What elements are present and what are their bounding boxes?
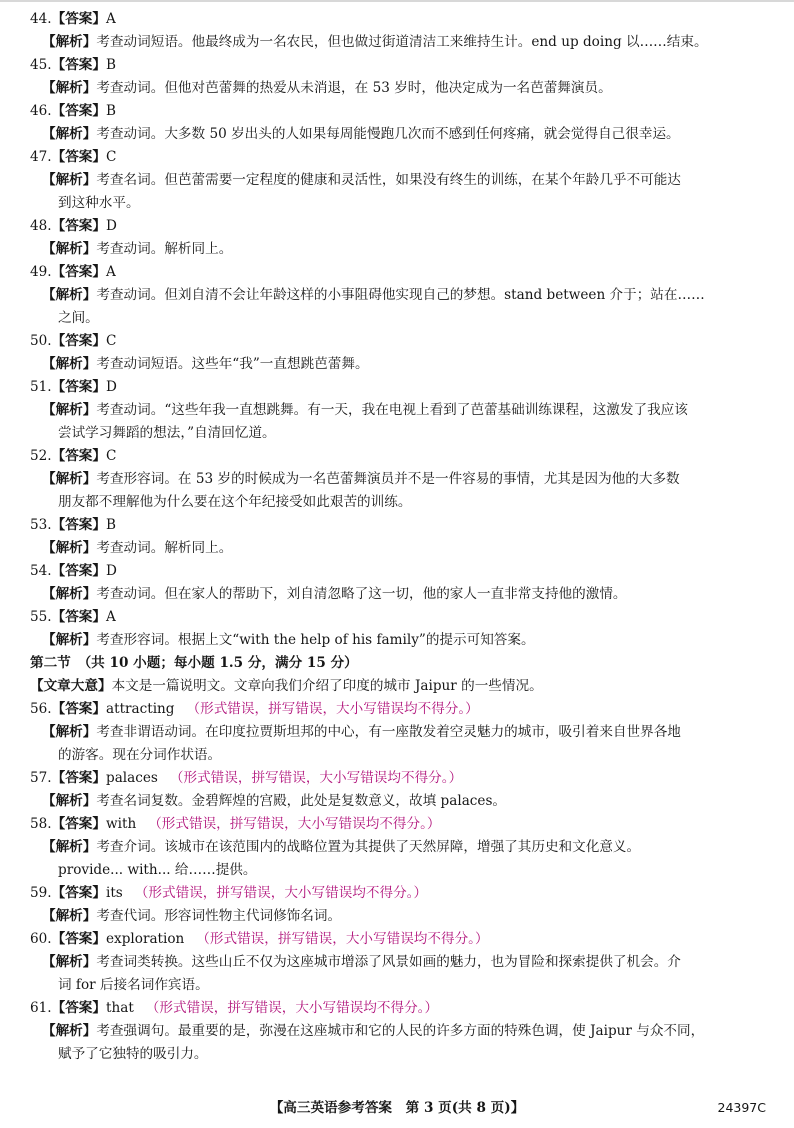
analysis-line xyxy=(0,583,794,606)
answer-line xyxy=(0,215,794,238)
answer-value: B xyxy=(106,103,116,119)
question-number: 46. xyxy=(30,103,52,119)
answer-label: 【答案】 xyxy=(51,379,106,395)
analysis-text: 词 for 后接名词作宾语。 xyxy=(58,977,209,993)
analysis-text: 考查强调句。最重要的是，弥漫在这座城市和它的人民的许多方面的特殊色调，使 Jaipur 与众不同， xyxy=(96,1023,705,1039)
answer-value: C xyxy=(106,333,117,349)
analysis-text: 考查名词复数。金碧辉煌的宫殿，此处是复数意义，故填 palaces。 xyxy=(96,793,507,809)
question-number: 47. xyxy=(30,149,52,165)
page-footer xyxy=(0,1096,794,1120)
analysis-label: 【解析】 xyxy=(42,724,97,740)
analysis-label: 【解析】 xyxy=(42,471,97,487)
analysis-text: 朋友都不理解他为什么要在这个年纪接受如此艰苦的训练。 xyxy=(58,494,412,510)
answer-label: 【答案】 xyxy=(51,931,106,947)
analysis-label: 【解析】 xyxy=(42,402,97,418)
answer-label: 【答案】 xyxy=(51,1000,106,1016)
analysis-label: 【解析】 xyxy=(42,954,97,970)
analysis-label: 【解析】 xyxy=(42,126,97,142)
question-number: 45. xyxy=(30,57,52,73)
answer-label: 【答案】 xyxy=(51,333,106,349)
answer-value: B xyxy=(106,57,116,73)
analysis-text: 考查代词。形容词性物主代词修饰名词。 xyxy=(96,908,342,924)
answer-line xyxy=(0,882,794,905)
analysis-text: 考查形容词。在 53 岁的时候成为一名芭蕾舞演员并不是一件容易的事情，尤其是因为他的大多数 xyxy=(96,471,680,487)
question-number: 57. xyxy=(30,770,52,786)
answer-line xyxy=(0,698,794,721)
section-title: 第二节 （共 10 小题；每小题 1.5 分，满分 15 分） xyxy=(30,655,358,671)
answer-value: palaces xyxy=(106,770,158,786)
analysis-text: 尝试学习舞蹈的想法，”自清回忆道。 xyxy=(58,425,276,441)
analysis-line xyxy=(0,422,794,445)
answer-value: D xyxy=(106,379,117,395)
analysis-text: 考查动词。解析同上。 xyxy=(96,540,233,556)
answer-value: that xyxy=(106,1000,134,1016)
analysis-label: 【解析】 xyxy=(42,34,97,50)
article-summary xyxy=(0,675,794,698)
answer-label: 【答案】 xyxy=(51,149,106,165)
answer-label: 【答案】 xyxy=(51,885,106,901)
answer-value: D xyxy=(106,218,117,234)
question-number: 55. xyxy=(30,609,52,625)
analysis-line xyxy=(0,77,794,100)
grading-note: （形式错误，拼写错误，大小写错误均不得分。） xyxy=(145,1000,439,1016)
analysis-text: 考查动词。“这些年我一直想跳舞。有一天，我在电视上看到了芭蕾基础训练课程，这激发了我应该 xyxy=(96,402,688,418)
answer-line xyxy=(0,560,794,583)
analysis-text: 考查形容词。根据上文“with the help of his family”的提示可知答案。 xyxy=(96,632,535,648)
answer-value: C xyxy=(106,149,117,165)
answer-label: 【答案】 xyxy=(51,57,106,73)
analysis-label: 【解析】 xyxy=(42,241,97,257)
analysis-line xyxy=(0,951,794,974)
analysis-label: 【解析】 xyxy=(42,632,97,648)
question-number: 51. xyxy=(30,379,52,395)
analysis-label: 【解析】 xyxy=(42,839,97,855)
analysis-text: 考查介词。该城市在该范围内的战略位置为其提供了天然屏障，增强了其历史和文化意义。 xyxy=(96,839,641,855)
answer-label: 【答案】 xyxy=(51,218,106,234)
analysis-text: 考查非谓语动词。在印度拉贾斯坦邦的中心，有一座散发着空灵魅力的城市，吸引着来自世界各地 xyxy=(96,724,681,740)
question-number: 56. xyxy=(30,701,52,717)
answer-key-body xyxy=(0,8,794,1066)
analysis-line xyxy=(0,353,794,376)
analysis-line xyxy=(0,537,794,560)
analysis-line xyxy=(0,1020,794,1043)
answer-label: 【答案】 xyxy=(51,448,106,464)
analysis-line xyxy=(0,169,794,192)
answer-line xyxy=(0,330,794,353)
answer-line xyxy=(0,606,794,629)
analysis-line xyxy=(0,905,794,928)
analysis-text: 赋予了它独特的吸引力。 xyxy=(58,1046,208,1062)
question-number: 49. xyxy=(30,264,52,280)
answer-label: 【答案】 xyxy=(51,264,106,280)
analysis-line xyxy=(0,307,794,330)
analysis-line xyxy=(0,468,794,491)
analysis-line xyxy=(0,974,794,997)
analysis-label: 【解析】 xyxy=(42,793,97,809)
answer-value: its xyxy=(106,885,123,901)
analysis-line xyxy=(0,31,794,54)
answer-label: 【答案】 xyxy=(51,816,106,832)
answer-value: D xyxy=(106,563,117,579)
answer-value: A xyxy=(106,11,116,27)
answer-line xyxy=(0,767,794,790)
analysis-line xyxy=(0,859,794,882)
grading-note: （形式错误，拼写错误，大小写错误均不得分。） xyxy=(148,816,441,832)
analysis-text: 考查动词。但他对芭蕾舞的热爱从未消退，在 53 岁时，他决定成为一名芭蕾舞演员。 xyxy=(96,80,612,96)
answer-label: 【答案】 xyxy=(51,103,106,119)
answer-label: 【答案】 xyxy=(51,11,106,27)
answer-line xyxy=(0,146,794,169)
question-number: 48. xyxy=(30,218,52,234)
question-number: 54. xyxy=(30,563,52,579)
answer-line xyxy=(0,100,794,123)
analysis-text: 之间。 xyxy=(58,310,99,326)
analysis-label: 【解析】 xyxy=(42,172,97,188)
grading-note: （形式错误，拼写错误，大小写错误均不得分。） xyxy=(134,885,428,901)
answer-value: with xyxy=(106,816,137,832)
top-border xyxy=(0,0,794,2)
analysis-line xyxy=(0,399,794,422)
analysis-line xyxy=(0,744,794,767)
answer-value: A xyxy=(106,264,116,280)
answer-line xyxy=(0,997,794,1020)
question-number: 58. xyxy=(30,816,52,832)
summary-label: 【文章大意】 xyxy=(30,678,112,694)
answer-line xyxy=(0,261,794,284)
question-number: 44. xyxy=(30,11,52,27)
answer-line xyxy=(0,445,794,468)
question-number: 52. xyxy=(30,448,52,464)
analysis-label: 【解析】 xyxy=(42,80,97,96)
question-number: 50. xyxy=(30,333,52,349)
answer-line xyxy=(0,8,794,31)
analysis-line xyxy=(0,123,794,146)
analysis-line xyxy=(0,790,794,813)
answer-line xyxy=(0,514,794,537)
summary-text: 本文是一篇说明文。文章向我们介绍了印度的城市 Jaipur 的一些情况。 xyxy=(111,678,543,694)
analysis-text: 考查词类转换。这些山丘不仅为这座城市增添了风景如画的魅力，也为冒险和探索提供了机会。介 xyxy=(96,954,681,970)
answer-value: exploration xyxy=(106,931,185,947)
answer-label: 【答案】 xyxy=(51,701,106,717)
analysis-line xyxy=(0,629,794,652)
analysis-text: 考查动词。但刘自清不会让年龄这样的小事阻碍他实现自己的梦想。stand between 介于；站在…… xyxy=(96,287,705,303)
analysis-line xyxy=(0,1043,794,1066)
answer-line xyxy=(0,928,794,951)
analysis-label: 【解析】 xyxy=(42,540,97,556)
analysis-text: provide... with... 给……提供。 xyxy=(58,862,257,878)
section-heading xyxy=(0,652,794,675)
analysis-text: 的游客。现在分词作状语。 xyxy=(58,747,222,763)
analysis-label: 【解析】 xyxy=(42,356,97,372)
question-number: 53. xyxy=(30,517,52,533)
analysis-label: 【解析】 xyxy=(42,586,97,602)
answer-value: attracting xyxy=(106,701,175,717)
answer-label: 【答案】 xyxy=(51,563,106,579)
answer-line xyxy=(0,54,794,77)
answer-value: B xyxy=(106,517,116,533)
analysis-label: 【解析】 xyxy=(42,287,97,303)
analysis-line xyxy=(0,284,794,307)
analysis-text: 考查动词短语。这些年“我”一直想跳芭蕾舞。 xyxy=(96,356,369,372)
analysis-line xyxy=(0,192,794,215)
grading-note: （形式错误，拼写错误，大小写错误均不得分。） xyxy=(196,931,489,947)
analysis-label: 【解析】 xyxy=(42,1023,97,1039)
footer-page-info: 【高三英语参考答案 第 3 页(共 8 页)】 xyxy=(269,1100,525,1116)
answer-label: 【答案】 xyxy=(51,770,106,786)
answer-line xyxy=(0,813,794,836)
analysis-text: 到这种水平。 xyxy=(58,195,140,211)
analysis-text: 考查动词短语。他最终成为一名农民，但也做过街道清洁工来维持生计。end up doing 以……结束。 xyxy=(96,34,708,50)
question-number: 61. xyxy=(30,1000,52,1016)
analysis-line xyxy=(0,491,794,514)
grading-note: （形式错误，拼写错误，大小写错误均不得分。） xyxy=(186,701,479,717)
analysis-text: 考查动词。但在家人的帮助下，刘自清忽略了这一切，他的家人一直非常支持他的激情。 xyxy=(96,586,627,602)
answer-value: C xyxy=(106,448,117,464)
analysis-line xyxy=(0,238,794,261)
question-number: 59. xyxy=(30,885,52,901)
analysis-text: 考查动词。大多数 50 岁出头的人如果每周能慢跑几次而不感到任何疼痛，就会觉得自己很幸运。 xyxy=(96,126,680,142)
answer-line xyxy=(0,376,794,399)
analysis-text: 考查动词。解析同上。 xyxy=(96,241,233,257)
analysis-line xyxy=(0,721,794,744)
answer-label: 【答案】 xyxy=(51,517,106,533)
question-number: 60. xyxy=(30,931,52,947)
answer-label: 【答案】 xyxy=(51,609,106,625)
grading-note: （形式错误，拼写错误，大小写错误均不得分。） xyxy=(169,770,463,786)
answer-value: A xyxy=(106,609,116,625)
analysis-text: 考查名词。但芭蕾需要一定程度的健康和灵活性，如果没有终生的训练，在某个年龄几乎不可能达 xyxy=(96,172,681,188)
analysis-label: 【解析】 xyxy=(42,908,97,924)
analysis-line xyxy=(0,836,794,859)
footer-doc-code: 24397C xyxy=(717,1100,766,1115)
